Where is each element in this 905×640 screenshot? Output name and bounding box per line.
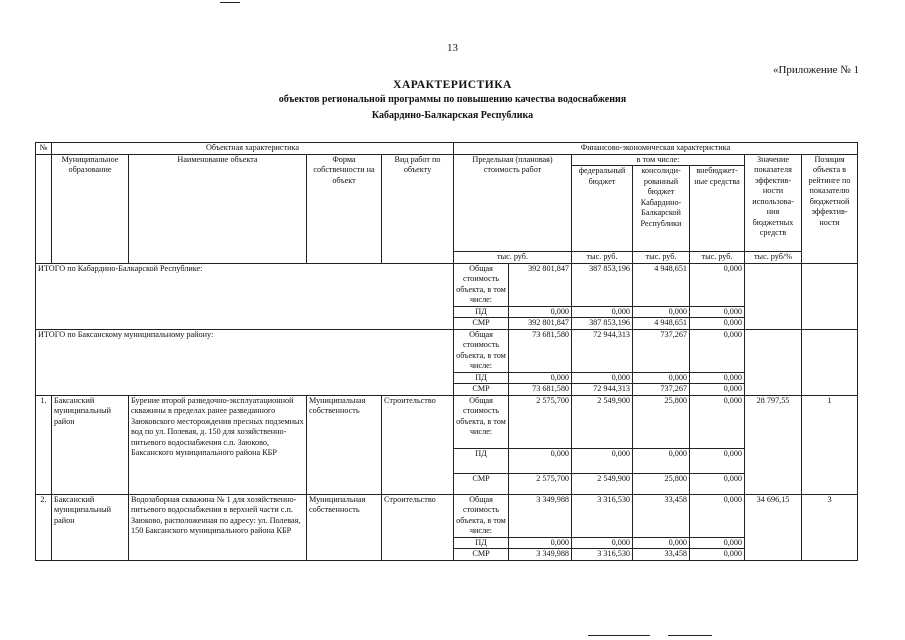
smr-label: СМР — [454, 549, 509, 561]
republic-smr-federal: 387 853,196 — [572, 318, 633, 330]
row-total-consolidated: 25,800 — [633, 395, 690, 448]
row-pd-federal: 0,000 — [572, 448, 633, 473]
page-number: 13 — [447, 42, 458, 54]
header-efficiency: Значение показателя эффектив-ности использова-ния бюджетных средств — [745, 154, 802, 252]
row-efficiency: 28 797,55 — [745, 395, 802, 494]
district-total-row — [36, 329, 858, 372]
district-smr-cost: 73 681,580 — [509, 384, 572, 396]
unit-consolidated: тыс. руб. — [633, 252, 690, 264]
header-finance-group: Финансово-экономическая характеристика — [454, 143, 858, 155]
cost-type-label: Общая стоимость объекта, в том числе: — [454, 395, 509, 448]
row-pd-extrabudget: 0,000 — [690, 537, 745, 549]
district-pd-cost: 0,000 — [509, 372, 572, 384]
pd-label: ПД — [454, 306, 509, 318]
row-smr-consolidated: 25,800 — [633, 473, 690, 494]
row-ownership: Муниципальная собственность — [307, 494, 382, 560]
document-title: ХАРАКТЕРИСТИКА — [393, 79, 512, 91]
row-pd-federal: 0,000 — [572, 537, 633, 549]
row-total-extrabudget: 0,000 — [690, 494, 745, 537]
header-object-group: Объектная характеристика — [52, 143, 454, 155]
table-row — [36, 395, 858, 448]
cost-type-label: Общая стоимость объекта, в том числе: — [454, 329, 509, 372]
republic-total-cost: 392 801,847 — [509, 263, 572, 306]
pd-label: ПД — [454, 537, 509, 549]
bottom-edge-mark — [668, 635, 712, 636]
row-work-type: Строительство — [382, 494, 454, 560]
unit-total: тыс. руб. — [454, 252, 572, 264]
header-columns-row — [36, 154, 858, 166]
cost-type-label: Общая стоимость объекта, в том числе: — [454, 494, 509, 537]
characteristics-table — [35, 142, 858, 561]
header-group-row — [36, 143, 858, 155]
appendix-label: «Приложение № 1 — [772, 64, 859, 76]
republic-pd-cost: 0,000 — [509, 306, 572, 318]
district-total-federal: 72 944,313 — [572, 329, 633, 372]
district-total-extrabudget: 0,000 — [690, 329, 745, 372]
header-consolidated: консолиди-рованный бюджет Кабардино-Балкарской Республики — [633, 166, 690, 252]
header-ownership: Форма собственности на объект — [307, 154, 382, 263]
pd-label: ПД — [454, 372, 509, 384]
row-smr-cost: 2 575,700 — [509, 473, 572, 494]
row-total-federal: 2 549,900 — [572, 395, 633, 448]
row-pd-cost: 0,000 — [509, 448, 572, 473]
row-smr-federal: 2 549,900 — [572, 473, 633, 494]
district-position-blank — [802, 329, 858, 395]
district-total-label: ИТОГО по Баксанскому муниципальному району: — [36, 329, 454, 395]
district-efficiency-blank — [745, 329, 802, 395]
republic-total-extrabudget: 0,000 — [690, 263, 745, 306]
region-name: Кабардино-Балкарская Республика — [371, 110, 534, 121]
row-smr-extrabudget: 0,000 — [690, 473, 745, 494]
smr-label: СМР — [454, 318, 509, 330]
row-number: 1. — [36, 395, 52, 494]
republic-efficiency-blank — [745, 263, 802, 329]
header-num-blank — [36, 154, 52, 263]
district-pd-federal: 0,000 — [572, 372, 633, 384]
republic-total-consolidated: 4 948,651 — [633, 263, 690, 306]
republic-total-row — [36, 263, 858, 306]
republic-smr-consolidated: 4 948,651 — [633, 318, 690, 330]
row-number: 2. — [36, 494, 52, 560]
row-total-cost: 3 349,988 — [509, 494, 572, 537]
header-extrabudget: внебюджет-ные средства — [690, 166, 745, 252]
row-ownership: Муниципальная собственность — [307, 395, 382, 494]
row-work-type: Строительство — [382, 395, 454, 494]
row-smr-cost: 3 349,988 — [509, 549, 572, 561]
row-smr-consolidated: 33,458 — [633, 549, 690, 561]
header-municipality: Муниципальное образование — [52, 154, 129, 263]
row-total-extrabudget: 0,000 — [690, 395, 745, 448]
row-object-name: Бурение второй разведочно-эксплуатационной скважины в пределах ранее разведанного Заюковского месторождения пресных подземных вод по ул. Полевая, д. 150 для хозяйственно-питьевого водоснабжения с.п. Заюково, Баксанского муниципального района КБР — [129, 395, 307, 494]
smr-label: СМР — [454, 473, 509, 494]
document-subtitle: объектов региональной программы по повышению качества водоснабжения — [278, 94, 627, 105]
district-smr-consolidated: 737,267 — [633, 384, 690, 396]
row-pd-consolidated: 0,000 — [633, 537, 690, 549]
row-object-name: Водозаборная скважина № 1 для хозяйственно-питьевого водоснабжения в верхней части с.п. Заюково, расположенная по адресу: ул. Полевая, 150 Баксанского муниципального района КБР — [129, 494, 307, 560]
republic-total-federal: 387 853,196 — [572, 263, 633, 306]
row-pd-consolidated: 0,000 — [633, 448, 690, 473]
header-including: в том числе: — [572, 154, 745, 166]
district-total-cost: 73 681,580 — [509, 329, 572, 372]
pd-label: ПД — [454, 448, 509, 473]
header-work-type: Вид работ по объекту — [382, 154, 454, 263]
row-total-consolidated: 33,458 — [633, 494, 690, 537]
unit-efficiency: тыс. руб/% — [745, 252, 802, 264]
header-num: № — [36, 143, 52, 155]
row-total-federal: 3 316,530 — [572, 494, 633, 537]
republic-smr-extrabudget: 0,000 — [690, 318, 745, 330]
district-total-consolidated: 737,267 — [633, 329, 690, 372]
unit-extrabudget: тыс. руб. — [690, 252, 745, 264]
republic-pd-consolidated: 0,000 — [633, 306, 690, 318]
row-pd-extrabudget: 0,000 — [690, 448, 745, 473]
row-smr-federal: 3 316,530 — [572, 549, 633, 561]
republic-smr-cost: 392 801,847 — [509, 318, 572, 330]
district-pd-extrabudget: 0,000 — [690, 372, 745, 384]
unit-federal: тыс. руб. — [572, 252, 633, 264]
row-municipality: Баксанский муниципальный район — [52, 494, 129, 560]
header-federal: федеральный бюджет — [572, 166, 633, 252]
republic-position-blank — [802, 263, 858, 329]
table-row — [36, 494, 858, 537]
row-efficiency: 34 696,15 — [745, 494, 802, 560]
row-pd-cost: 0,000 — [509, 537, 572, 549]
smr-label: СМР — [454, 384, 509, 396]
row-smr-extrabudget: 0,000 — [690, 549, 745, 561]
row-position: 1 — [802, 395, 858, 494]
republic-pd-extrabudget: 0,000 — [690, 306, 745, 318]
header-max-cost: Предельная (плановая) стоимость работ — [454, 154, 572, 252]
row-municipality: Баксанский муниципальный район — [52, 395, 129, 494]
district-pd-consolidated: 0,000 — [633, 372, 690, 384]
district-smr-federal: 72 944,313 — [572, 384, 633, 396]
republic-total-label: ИТОГО по Кабардино-Балкарской Республике: — [36, 263, 454, 329]
bottom-edge-mark — [588, 635, 650, 636]
header-object-name: Наименование объекта — [129, 154, 307, 263]
cost-type-label: Общая стоимость объекта, в том числе: — [454, 263, 509, 306]
republic-pd-federal: 0,000 — [572, 306, 633, 318]
row-position: 3 — [802, 494, 858, 560]
header-position: Позиция объекта в рейтинге по показателю бюджетной эффектив-ности — [802, 154, 858, 263]
row-total-cost: 2 575,700 — [509, 395, 572, 448]
top-edge-mark — [220, 2, 240, 3]
district-smr-extrabudget: 0,000 — [690, 384, 745, 396]
